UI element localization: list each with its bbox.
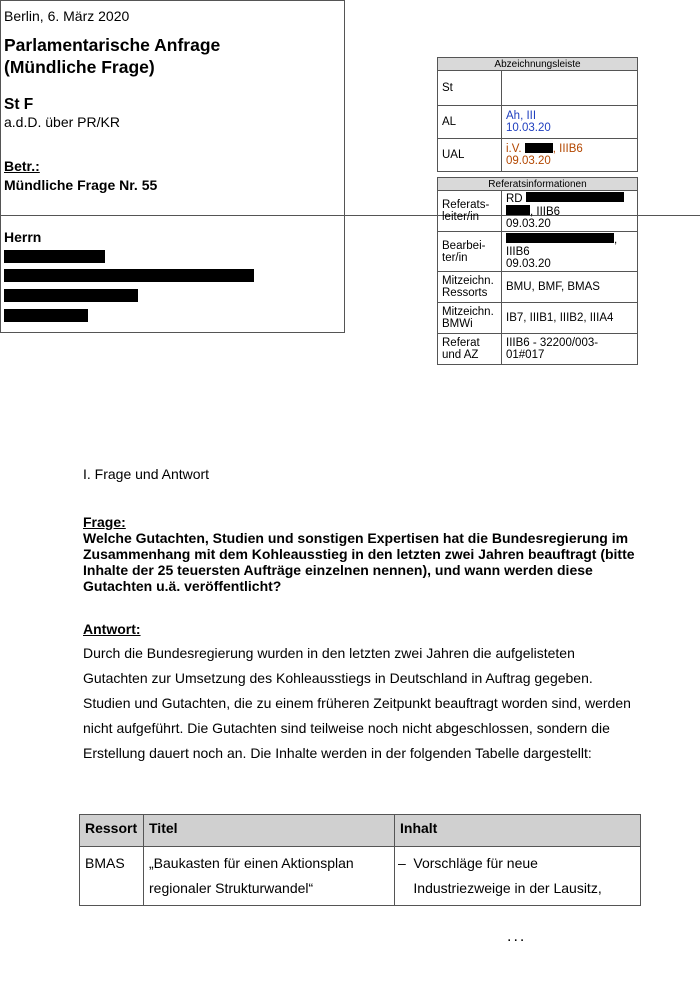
info-value: IB7, IIIB1, IIIB2, IIIA4	[502, 303, 638, 334]
sign-off-label: AL	[438, 106, 502, 139]
ual-value: , IIIB6	[552, 143, 583, 155]
info-value: BMU, BMF, BMAS	[502, 272, 638, 303]
info-label: Referat und AZ	[438, 334, 502, 365]
division-info-table	[437, 177, 638, 365]
division-info-heading: Referatsinformationen	[438, 178, 638, 191]
redaction-bar	[525, 143, 553, 153]
subject-label: Betr.:	[4, 158, 40, 174]
inhalt-text: Vorschläge für neue Industriezweige in der Lausitz,	[413, 855, 602, 896]
table-row	[80, 847, 641, 906]
title-line-2: (Mündliche Frage)	[4, 57, 155, 77]
info-date: 09.03.20	[506, 258, 551, 270]
redaction-bar	[506, 205, 530, 215]
rank: RD	[506, 193, 523, 205]
info-value	[502, 191, 638, 232]
continuation-mark: ...	[507, 928, 527, 945]
table-header-row	[80, 815, 641, 847]
section-heading: I. Frage und Antwort	[83, 466, 210, 482]
sign-off-value	[502, 71, 638, 106]
separator: ,	[614, 234, 618, 246]
recipient: St F	[4, 96, 34, 113]
sign-off-heading: Abzeichnungsleiste	[438, 58, 638, 71]
ressort-cell: BMAS	[80, 847, 144, 906]
info-label: Mitzeichn. Ressorts	[438, 272, 502, 303]
bullet-dash: –	[398, 855, 406, 871]
titel-cell: „Baukasten für einen Aktionsplan regionaler Strukturwandel“	[144, 847, 395, 906]
info-value: IIIB6 - 32200/003-01#017	[502, 334, 638, 365]
column-header: Inhalt	[395, 815, 641, 847]
ual-date: 09.03.20	[506, 155, 551, 167]
redaction-bar	[4, 309, 88, 322]
unit: , IIIB6	[530, 206, 561, 218]
question-label: Frage:	[83, 514, 126, 530]
salutation: Herrn	[4, 229, 42, 245]
unit: IIIB6	[506, 246, 530, 258]
sign-off-value	[502, 106, 638, 139]
header-box	[0, 0, 345, 333]
column-header: Ressort	[80, 815, 144, 847]
info-label: Bearbei-ter/in	[438, 232, 502, 272]
sign-off-label: St	[438, 71, 502, 106]
al-initials: Ah, III	[506, 110, 537, 122]
info-label: Referats-leiter/in	[438, 191, 502, 232]
sign-off-label: UAL	[438, 139, 502, 172]
title-line-1: Parlamentarische Anfrage	[4, 35, 221, 55]
ual-prefix: i.V.	[506, 143, 522, 155]
sign-off-value	[502, 139, 638, 172]
inhalt-cell	[395, 847, 641, 906]
studies-table	[79, 814, 641, 906]
al-date: 10.03.20	[506, 122, 551, 134]
document-title	[4, 34, 220, 78]
answer-text: Durch die Bundesregierung wurden in den letzten zwei Jahren die aufgelisteten Gutachten zur Umsetzung des Kohleausstiegs in Deutschland in Auftrag gegeben. Studien und Gutachten, die zu einem früheren Zeitpunkt beauftragt worden sind, werden nicht aufgeführt. Die Gutachten sind teilweise noch nicht abgeschlossen, sondern die Erstellung dauert noch an. Die Inhalte werden in der folgenden Tabelle dargestellt:	[83, 645, 631, 761]
question-text: Welche Gutachten, Studien und sonstigen Expertisen hat die Bundesregierung im Zusammenhang mit dem Kohleausstieg in den letzten zwei Jahren beauftragt (bitte Inhalte der 25 teuersten Aufträge einzelnen nennen), und wann werden diese Gutachten u.ä. veröffentlicht?	[83, 530, 635, 594]
info-label: Mitzeichn. BMWi	[438, 303, 502, 334]
redaction-bar	[4, 289, 138, 302]
redaction-bar	[4, 250, 105, 263]
subject-text: Mündliche Frage Nr. 55	[4, 177, 158, 193]
redaction-bar	[4, 269, 254, 282]
info-value	[502, 232, 638, 272]
routing-note: a.d.D. über PR/KR	[4, 114, 120, 130]
sign-off-table	[437, 57, 638, 172]
redaction-bar	[526, 192, 624, 202]
column-header: Titel	[144, 815, 395, 847]
info-date: 09.03.20	[506, 218, 551, 230]
answer-label: Antwort:	[83, 621, 141, 637]
document-date: Berlin, 6. März 2020	[4, 8, 130, 24]
redaction-bar	[506, 233, 614, 243]
